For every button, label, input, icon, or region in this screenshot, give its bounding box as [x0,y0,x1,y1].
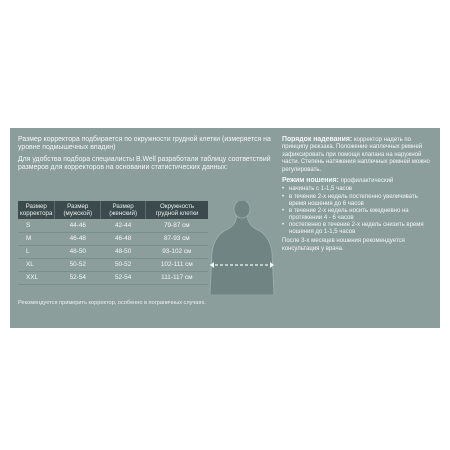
cell-size: S [18,219,55,232]
table-row [18,232,208,245]
intro-text-2: Для удобства подбора специалисты B.Well разработали таблицу соответствий размеров для корректоров на основании статистических данных: [18,155,271,172]
col-header-chest: Окружность грудной клетки [146,201,208,219]
table-row [18,271,208,284]
bullet-icon: • [282,221,285,228]
cell-size: XXL [18,271,55,284]
list-item: • в течение 2-х недель постепенно увеличивать время ношения до 6 часов [282,193,418,207]
table-row [18,219,208,232]
cell-men: 52-54 [55,271,101,284]
footnote: Рекомендуется примерить корректор, особенно в пограничных случаях. [18,300,206,306]
after-text: После 3-х месяцев ношения рекомендуется консультация у врача. [282,238,405,252]
left-column [18,136,273,173]
bullet-icon: • [282,193,285,200]
list-item: • в течение 2-х недель носить ежедневно на протяжении 4 - 6 часов [282,207,409,221]
col-header-size: Размер корректора [18,201,55,219]
order-text: корректор надеть по принципу рюкзака. Положение наплечных ремней зафиксировать при помощи клапана на наружной части. Степень натяжения наплечных ремней можно регулировать. [282,137,430,173]
cell-women: 50-52 [101,258,146,271]
col-header-women: Размер (женский) [101,201,146,219]
torso-illustration [206,201,278,295]
size-chart-area [18,201,273,297]
steps-list [282,186,434,236]
mode-title: Режим ношения: [282,177,339,185]
list-item: • начинать с 1-1,5 часов [282,186,353,193]
cell-chest: 87-93 см [146,232,208,245]
list-item: • постепенно в течение 2-х недель снизить время ношения до 1-1,5 часов [282,221,424,235]
cell-women: 52-54 [101,271,146,284]
bullet-icon: • [282,186,285,193]
cell-chest: 93-102 см [146,245,208,258]
cell-chest: 111-117 см [146,271,208,284]
info-card [10,128,440,328]
table-row [18,258,208,271]
cell-women: 42-44 [101,219,146,232]
intro-text: Размер корректора подбирается по окружности грудной клетки (измеряется на уровне подмышечных впадин) [18,136,271,152]
cell-men: 48-50 [55,245,101,258]
table-row [18,245,208,258]
cell-women: 48-50 [101,245,146,258]
cell-men: 50-52 [55,258,101,271]
col-header-men: Размер (мужской) [55,201,101,219]
cell-men: 44-46 [55,219,101,232]
bullet-icon: • [282,207,285,214]
cell-size: L [18,245,55,258]
cell-chest: 102-111 см [146,258,208,271]
right-column [282,136,434,253]
order-title: Порядок надевания: [282,136,353,143]
cell-size: XL [18,258,55,271]
cell-men: 46-48 [55,232,101,245]
cell-size: M [18,232,55,245]
size-table [18,201,208,285]
cell-chest: 79-87 см [146,219,208,232]
mode-text: профилактический [340,178,394,185]
cell-women: 46-48 [101,232,146,245]
